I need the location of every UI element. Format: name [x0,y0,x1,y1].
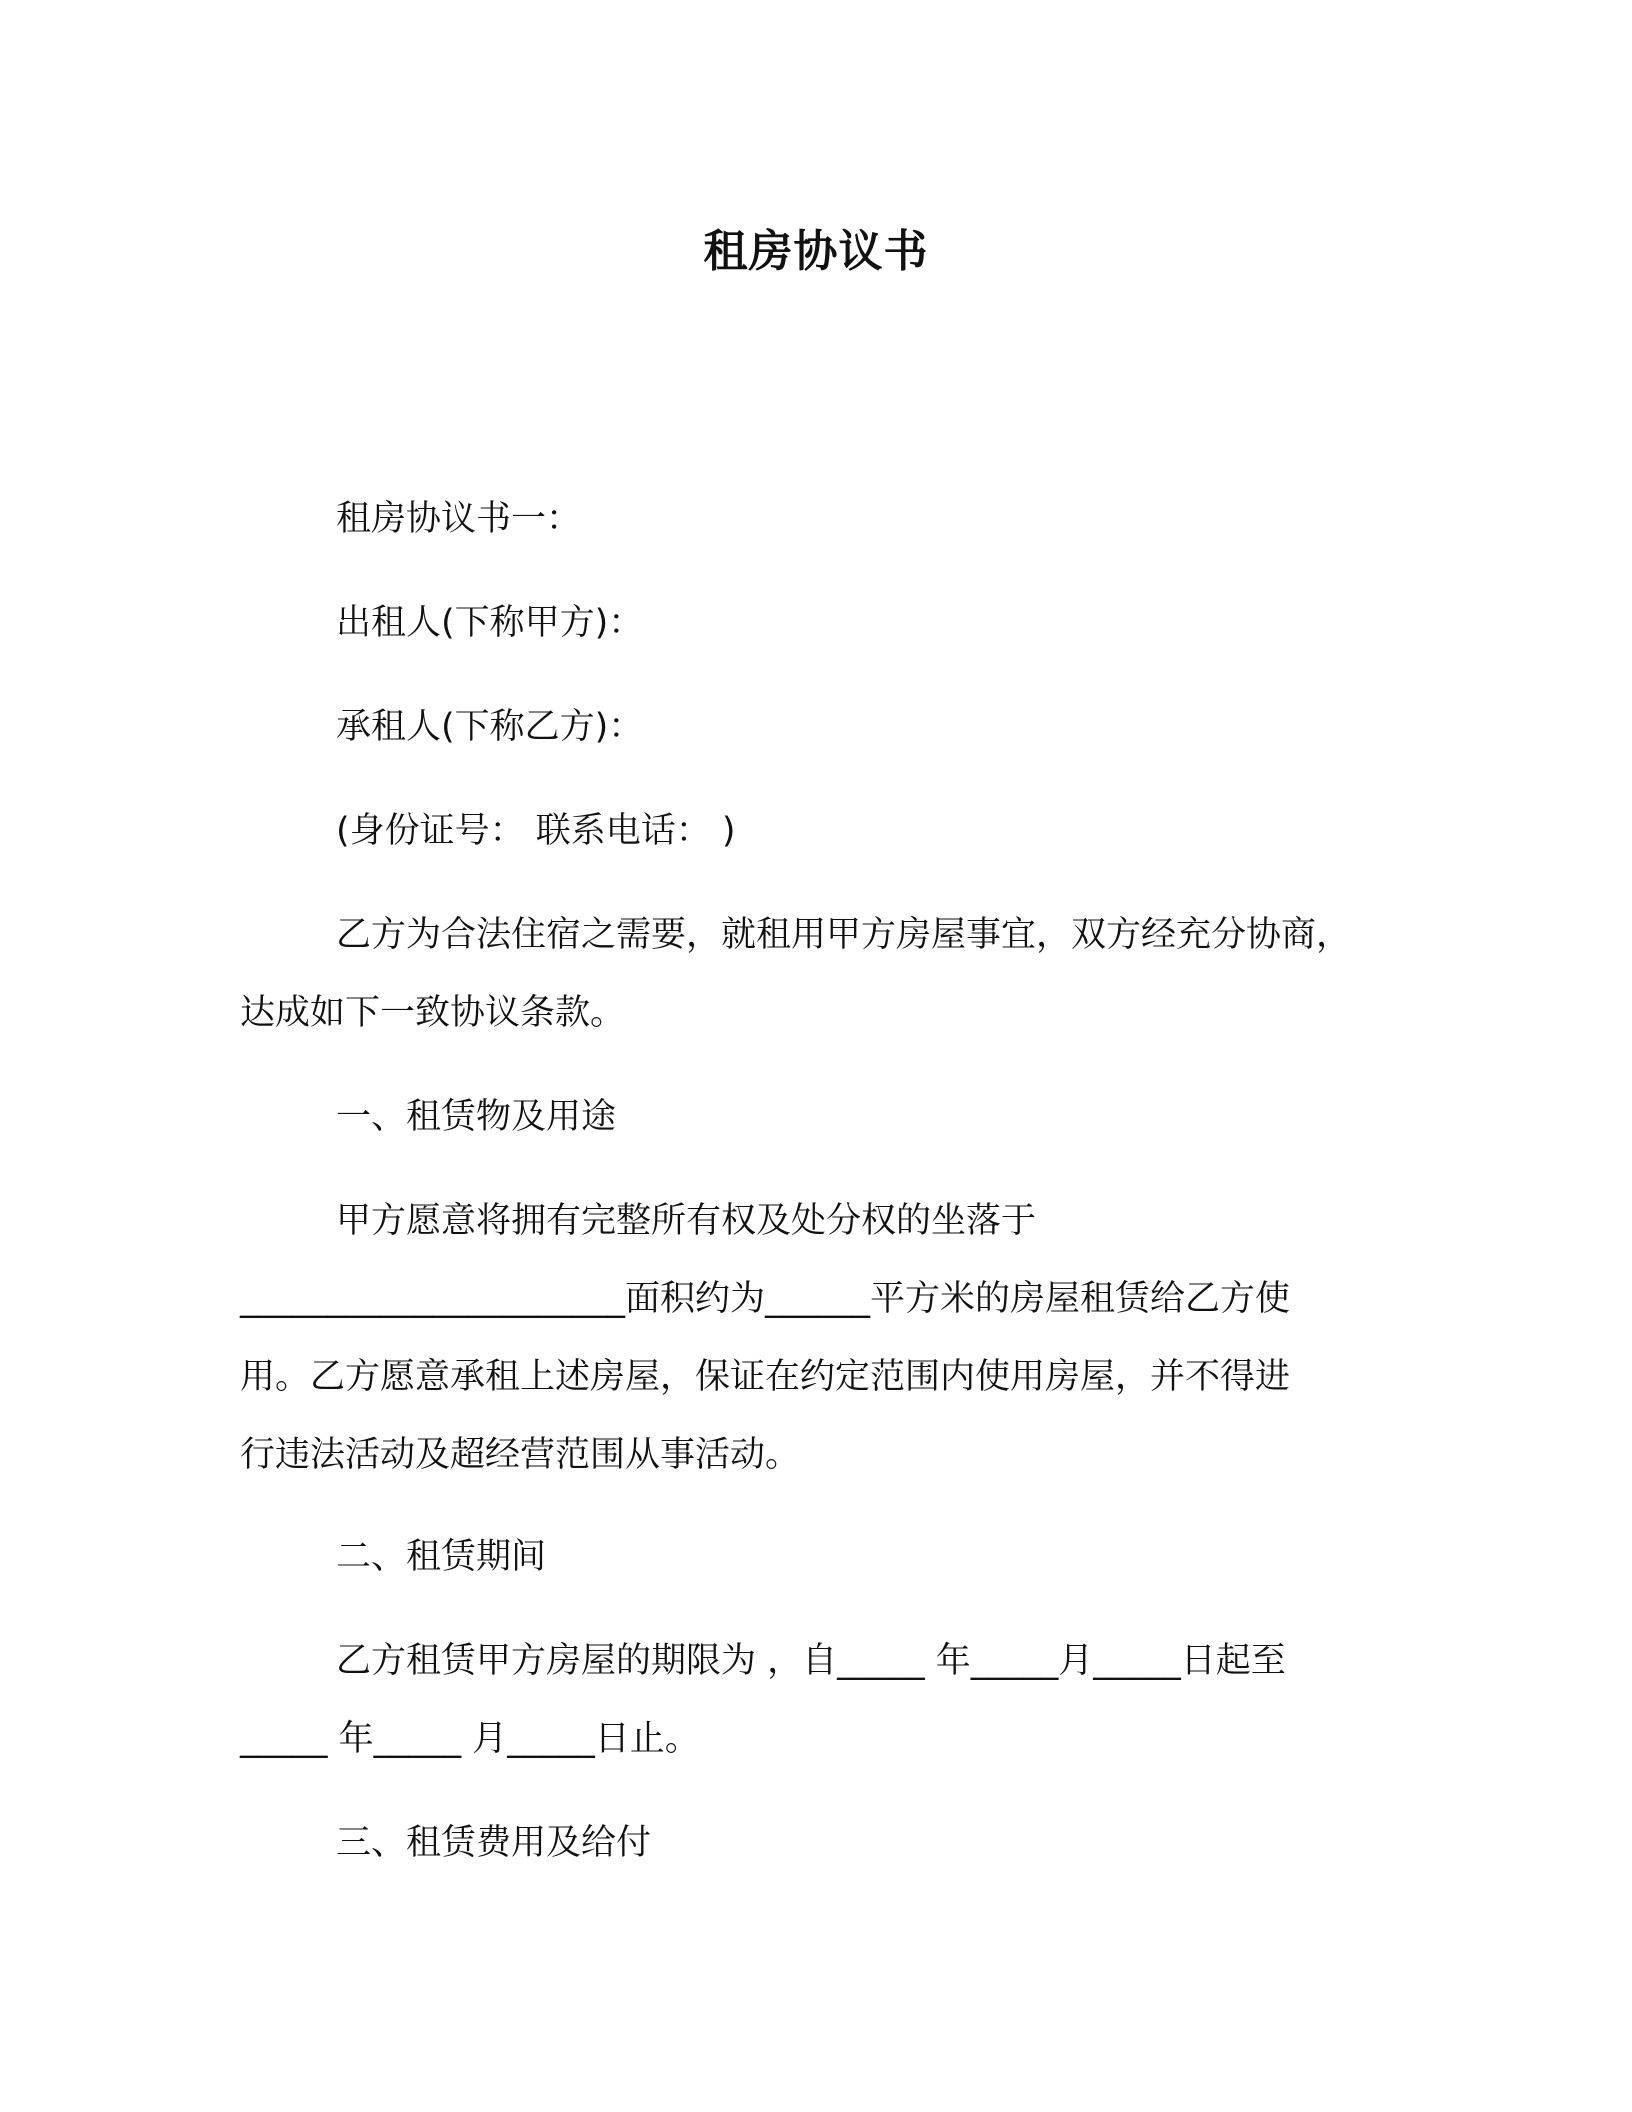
section-3-heading: 三、租赁费用及给付 [336,1823,652,1863]
section-2-heading: 二、租赁期间 [336,1537,547,1577]
intro-line-1: 乙方为合法住宿之需要，就租用甲方房屋事宜，双方经充分协商， [336,915,1352,955]
section-1-line-3: 用。乙方愿意承租上述房屋，保证在约定范围内使用房屋，并不得进 [240,1357,1291,1397]
section-1-paragraph [240,1182,1420,1494]
document-title: 租房协议书 [703,226,929,277]
section-2-line-2: _____ 年_____ 月_____日止。 [240,1719,700,1759]
section-2-line-1: 乙方租赁甲方房屋的期限为 ，自_____ 年_____月_____日起至 [336,1641,1286,1681]
section-1-line-2: ______________________面积约为______平方米的房屋租赁给乙方使 [240,1279,1291,1319]
section-1-line-1: 甲方愿意将拥有完整所有权及处分权的坐落于 [336,1201,1037,1241]
lessee-line: 承租人(下称乙方)： [336,707,644,747]
intro-line-2: 达成如下一致协议条款。 [240,993,626,1033]
section-2-paragraph [240,1622,1420,1778]
section-1-line-4: 行违法活动及超经营范围从事活动。 [240,1435,801,1475]
lessor-line: 出租人(下称甲方)： [336,603,644,643]
section-1-heading: 一、租赁物及用途 [336,1097,617,1137]
id-contact-line: (身份证号： 联系电话： ) [336,811,736,851]
intro-paragraph [240,896,1420,1052]
document-subtitle: 租房协议书一： [336,499,582,539]
